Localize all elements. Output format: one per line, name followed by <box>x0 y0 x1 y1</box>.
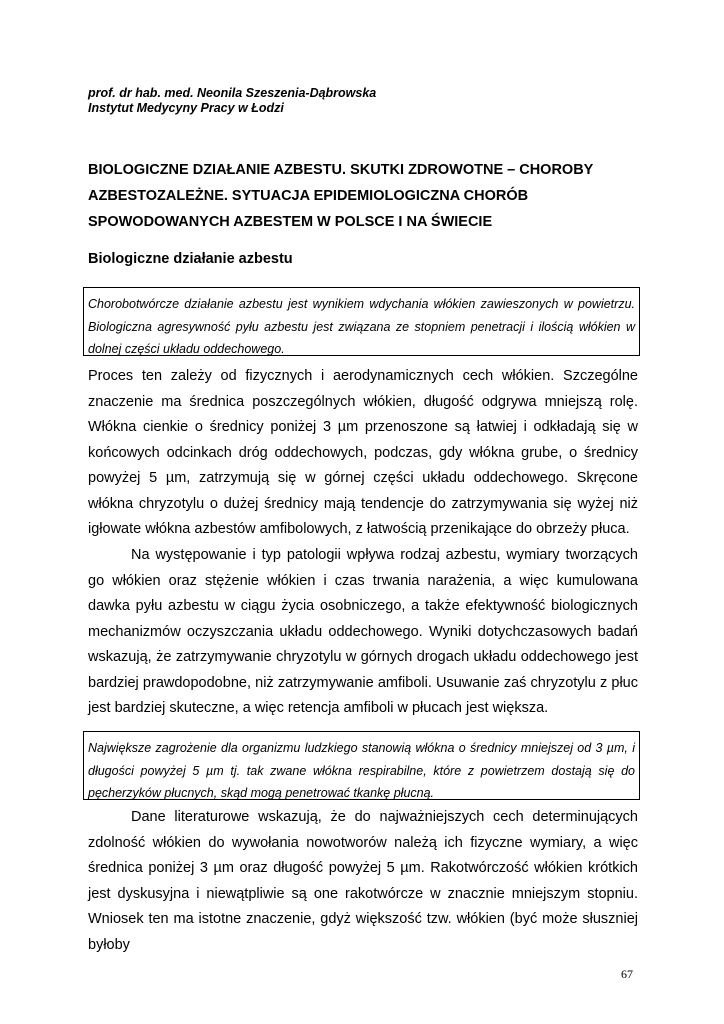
page-title <box>88 157 638 235</box>
author-block <box>88 86 376 116</box>
page-number: 67 <box>621 967 633 981</box>
highlight-box-1 <box>83 287 640 356</box>
title-line-2: AZBESTOZALEŻNE. SYTUACJA EPIDEMIOLOGICZNA CHORÓB <box>88 188 529 204</box>
author-institute: Instytut Medycyny Pracy w Łodzi <box>88 101 284 115</box>
paragraph-3: Dane literaturowe wskazują, że do najważniejszych cech determinujących zdolność włókien do wywołania nowotworów należą ich fizyczne wymiary, a więc średnica poniżej 3 µm oraz długość powyżej 5 µm. Rakotwórczość włókien krótkich jest dyskusyjna i niewątpliwie są one rakotwórcze w znacznie mniejszym stopniu. Wniosek ten ma istotne znaczenie, gdyż większość tzw. włókien (być może słuszniej byłoby <box>88 809 638 953</box>
author-name: prof. dr hab. med. Neonila Szeszenia-Dąbrowska <box>88 86 377 100</box>
title-line-1: BIOLOGICZNE DZIAŁANIE AZBESTU. SKUTKI ZDROWOTNE – CHOROBY <box>88 162 594 178</box>
section-heading: Biologiczne działanie azbestu <box>88 251 293 267</box>
highlight-box-2 <box>83 731 640 800</box>
highlight-box-2-text: Największe zagrożenie dla organizmu ludzkiego stanowią włókna o średnicy mniejszej od 3 µm, i długości powyżej 5 µm tj. tak zwane włókna respirabilne, które z powietrzem dostają się do pęcherzyków płucnych, skąd mogą penetrować tkankę płucną. <box>88 741 635 800</box>
paragraph-1: Proces ten zależy od fizycznych i aerodynamicznych cech włókien. Szczególne znaczenie ma średnica poszczególnych włókien, długość odgrywa mniejszą rolę. Włókna cienkie o średnicy poniżej 3 µm przenoszone są łatwiej i odkładają się w końcowych odcinkach dróg oddechowych, podczas, gdy włókna grube, o średnicy powyżej 5 µm, zatrzymują się w górnej części układu oddechowego. Skręcone włókna chryzotylu o dużej średnicy mają tendencje do zatrzymywania się wyżej niż igłowate włókna azbestów amfibolowych, z łatwością przenikające do obrzeży płuca. <box>88 368 638 537</box>
title-line-3: SPOWODOWANYCH AZBESTEM W POLSCE I NA ŚWIECIE <box>88 214 493 230</box>
highlight-box-1-text: Chorobotwórcze działanie azbestu jest wynikiem wdychania włókien zawieszonych w powietrzu. Biologiczna agresywność pyłu azbestu jest związana ze stopniem penetracji i ilością włókien w dolnej części układu oddechowego. <box>88 297 635 356</box>
paragraph-2: Na występowanie i typ patologii wpływa rodzaj azbestu, wymiary tworzących go włókien oraz stężenie włókien i czas trwania narażenia, a więc kumulowana dawka pyłu azbestu w ciągu życia osobniczego, a także efektywność biologicznych mechanizmów oczyszczania układu oddechowego. Wyniki dotychczasowych badań wskazują, że zatrzymywanie chryzotylu w górnych drogach układu oddechowego jest bardziej prawdopodobne, niż zatrzymywanie amfiboli. Usuwanie zaś chryzotylu z płuc jest bardziej skuteczne, a więc retencja amfiboli w płucach jest większa. <box>88 547 638 716</box>
